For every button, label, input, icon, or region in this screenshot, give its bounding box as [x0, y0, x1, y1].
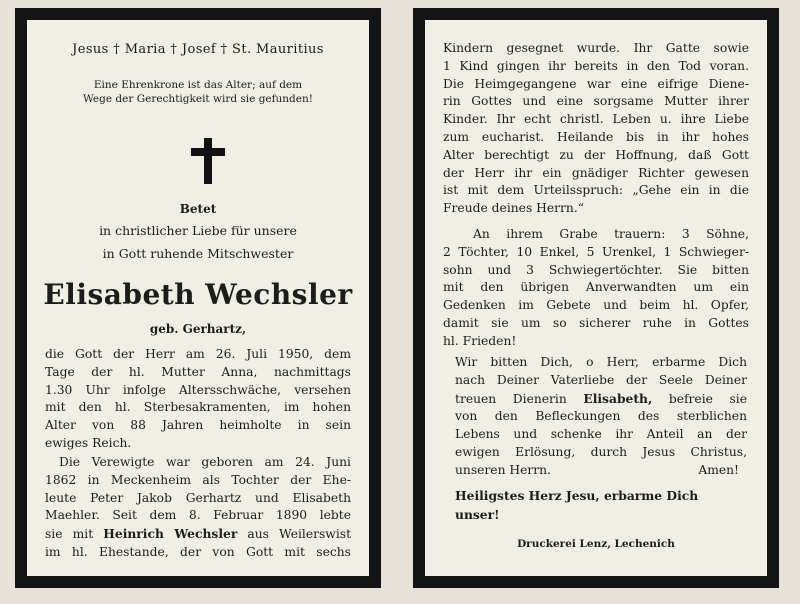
text-line: Kinder. Ihr echt christl. Leben u. ihre Liebe [443, 112, 749, 127]
death-paragraph [45, 346, 351, 453]
text-line: mit den hl. Sterbesakramenten, im hohen [45, 400, 351, 415]
motto-line-2: Wege der Gerechtigkeit wird sie gefunden! [83, 93, 313, 105]
deceased-name: Elisabeth Wechsler [43, 278, 353, 311]
text-line: Maehler. Seit dem 8. Februar 1890 lebte [45, 508, 351, 523]
text-line: Gedenken im Gebete und beim hl. Opfer, [443, 298, 749, 313]
text-fragment: treuen Dienerin [455, 391, 584, 406]
text-line-husband [45, 525, 351, 544]
text-line: Tage der hl. Mutter Anna, nachmittags [45, 364, 351, 379]
text-line: ist mit dem Urteilsspruch: „Gehe ein in die [443, 183, 749, 198]
text-line: Freude deines Herrn.“ [443, 201, 585, 216]
text-line: im hl. Ehestande, der von Gott mit sechs [45, 544, 351, 559]
biography-paragraph [45, 454, 351, 562]
left-page [15, 8, 381, 588]
closing-invocation [455, 486, 755, 524]
amen: Amen! [698, 462, 739, 477]
betet-heading: Betet [179, 202, 217, 216]
text-line: ewiges Reich. [45, 435, 132, 450]
prayer-paragraph [455, 354, 747, 480]
text-line: sohn und 3 Schwiegertöchter. Sie bitten [443, 262, 749, 277]
text-line-amen [455, 462, 747, 480]
text-line: hl. Frieden! [443, 333, 517, 348]
cross-icon [191, 138, 225, 184]
text-line: damit sie um so sicherer ruhe in Gottes [443, 315, 749, 330]
husband-name: Heinrich Wechsler [103, 526, 238, 542]
text-line-dienerin [455, 390, 747, 409]
text-fragment: sie mit [45, 527, 104, 542]
text-fragment: unseren Herrn. [455, 462, 551, 477]
text-line: von den Befleckungen des sterblichen [455, 409, 747, 424]
intro-line-1: in christlicher Liebe für unsere [99, 223, 297, 238]
text-line: Lebens und schenke ihr Anteil an der [455, 427, 747, 442]
maiden-name: geb. Gerhartz, [149, 322, 247, 336]
text-line: 1862 in Meckenheim als Tochter der Ehe- [45, 472, 351, 487]
text-line: 1 Kind gingen ihr bereits in den Tod voran. [443, 58, 749, 73]
text-line: Heiligstes Herz Jesu, erbarme Dich [455, 488, 699, 503]
text-line: 2 Töchter, 10 Enkel, 5 Urenkel, 1 Schwieger- [443, 244, 749, 259]
text-line: der Herr ihr ein gnädiger Richter gewesen [443, 165, 749, 180]
text-line: die Gott der Herr am 26. Juli 1950, dem [45, 347, 351, 361]
first-name: Elisabeth, [583, 390, 653, 406]
text-line: Kindern gesegnet wurde. Ihr Gatte sowie [443, 41, 749, 55]
invocation-line: Jesus † Maria † Josef † St. Mauritius [72, 42, 324, 57]
text-line: rin Gottes und eine sorgsame Mutter ihrer [443, 94, 749, 109]
text-line: Die Verewigte war geboren am 24. Juni [59, 455, 351, 469]
text-line: 1.30 Uhr infolge Altersschwäche, versehen [45, 382, 351, 397]
text-line: An ihrem Grabe trauern: 3 Söhne, [473, 227, 749, 241]
mourners-paragraph [443, 226, 749, 351]
intro-line-2: in Gott ruhende Mitschwester [102, 246, 294, 261]
text-line: Alter von 88 Jahren heimholte in sein [45, 418, 351, 433]
text-line: nach Deiner Vaterliebe der Seele Deiner [455, 372, 747, 387]
text-fragment: befreie sie [652, 391, 747, 406]
text-line: Alter berechtigt zu der Hoffnung, daß Gott [443, 147, 749, 162]
text-line: zum eucharist. Heilande bis in ihr hohes [443, 129, 749, 144]
printer-imprint: Druckerei Lenz, Lechenich [517, 538, 675, 550]
motto-line-1: Eine Ehrenkrone ist das Alter; auf dem [93, 79, 303, 91]
text-line: Wir bitten Dich, o Herr, erbarme Dich [455, 355, 747, 369]
motto [27, 78, 369, 106]
text-line: Die Heimgegangene war eine eifrige Diene- [443, 76, 749, 91]
continuation-paragraph [443, 40, 749, 218]
text-fragment: aus Weilerswist [237, 527, 352, 542]
text-line: ewigen Erlösung, durch Jesus Christus, [455, 444, 747, 459]
text-line: mit den übrigen Anverwandten um ein [443, 280, 749, 295]
text-line: unser! [455, 507, 500, 522]
text-line: leute Peter Jakob Gerhartz und Elisabeth [45, 490, 351, 505]
right-page [413, 8, 779, 588]
